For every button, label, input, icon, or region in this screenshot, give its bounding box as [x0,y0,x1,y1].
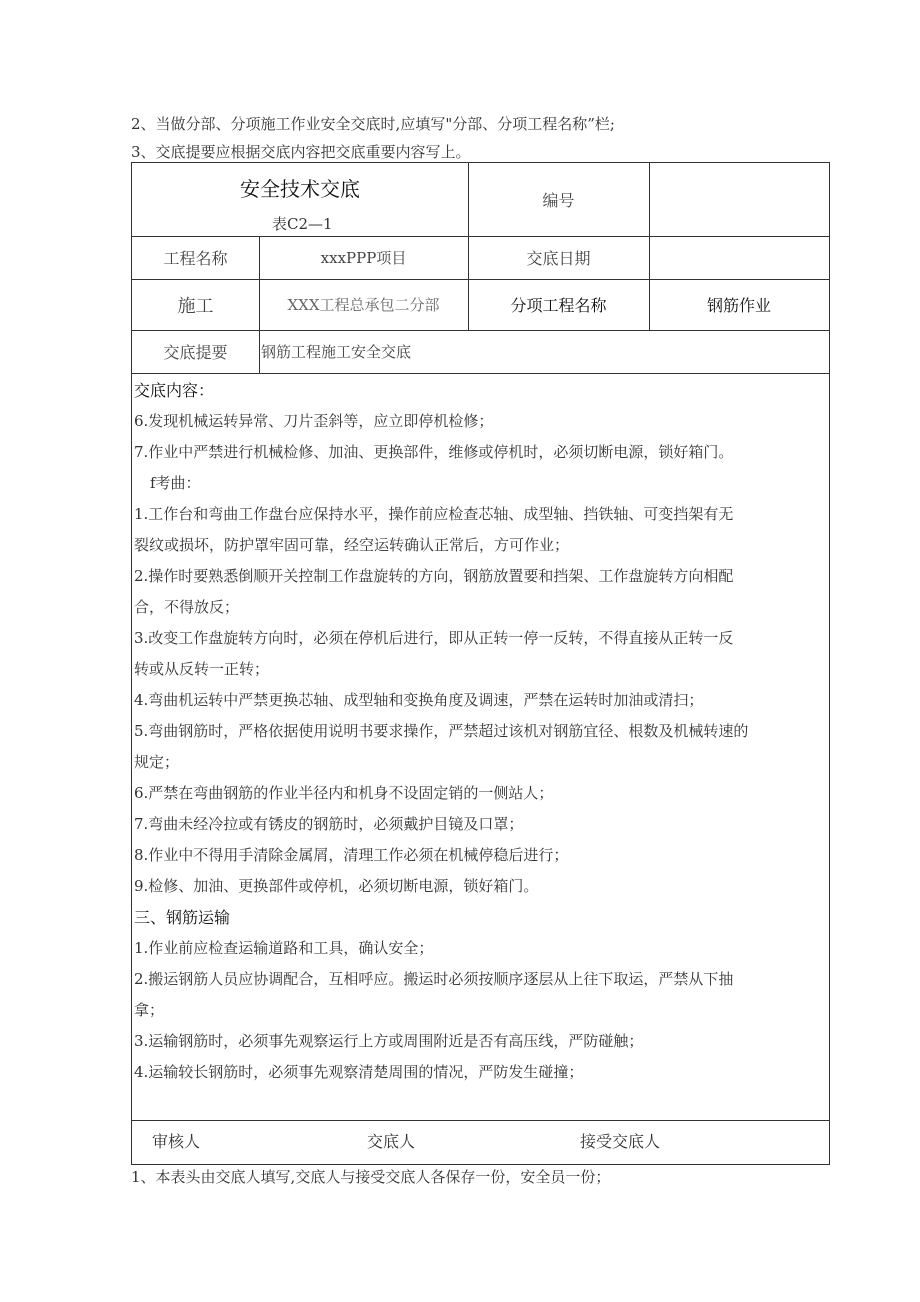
grid-divider [132,330,829,331]
grid-divider [132,373,829,374]
subitem-name-value: 钢筋作业 [706,296,771,315]
content-line: 3.运输钢筋时，必须事先观察运行上方或周围附近是否有高压线，严防碰触； [134,1032,644,1050]
content-line: 8.作业中不得用手清除金属屑，清理工作必须在机械停稳后进行； [134,846,569,864]
note-line-2: 2、当做分部、分项施工作业安全交底时,应填写"分部、分项工程名称”栏; [131,115,615,133]
construction-value: XXX工程总承包二分部 [287,296,440,314]
section-3-heading: 三、钢筋运输 [134,908,231,927]
subitem-name-label: 分项工程名称 [510,296,607,315]
project-name-value: xxxPPP项目 [320,249,407,267]
content-line: 1.作业前应检查运输道路和工具，确认安全； [134,939,434,957]
content-heading: 交底内容： [134,381,215,400]
content-line: 5.弯曲钢筋时，严格依据使用说明书要求操作，严禁超过该机对钢筋宜径、根数及机械转速的 [134,722,749,740]
form-title: 安全技术交底 [240,177,360,201]
grid-divider [132,279,829,280]
grid-divider [649,163,650,330]
content-line: 2.操作时要熟悉倒顺开关控制工作盘旋转的方向，钢筋放置要和挡架、工作盘旋转方向相配 [134,567,734,585]
content-line: 裂纹或损坏，防护罩牢固可靠，经空运转确认正常后，方可作业； [134,536,570,554]
grid-divider [468,163,469,330]
content-line: 4.运输较长钢筋时，必须事先观察清楚周围的情况，严防发生碰撞； [134,1063,584,1081]
reviewer-label: 审核人 [152,1132,201,1151]
grid-divider [132,236,829,237]
receiver-label: 接受交底人 [580,1132,661,1151]
number-label: 编号 [542,191,575,210]
note-line-1: 1、本表头由交底人填写,交底人与接受交底人各保存一份，安全员一份； [131,1168,611,1186]
content-line: 4.弯曲机运转中严禁更换芯轴、成型轴和变换角度及调速，严禁在运转时加油或清扫； [134,691,704,709]
form-code: 表C2—1 [272,215,333,233]
summary-value: 钢筋工程施工安全交底 [261,343,412,361]
number-value [649,163,829,236]
grid-divider [132,1120,829,1121]
discloser-label: 交底人 [367,1132,416,1151]
content-line: 规定； [134,753,180,771]
content-line: 6.发现机械运转异常、刀片歪斜等，应立即停机检修； [134,412,494,430]
safety-disclosure-form [131,162,830,1165]
content-line: 转或从反转一正转； [134,660,270,678]
subsection-heading: f考曲： [150,474,201,492]
disclosure-date-value [649,236,829,279]
content-line: 1.工作台和弯曲工作盘台应保持水平，操作前应检查芯轴、成型轴、挡铁轴、可变挡架有无 [134,505,734,523]
content-line: 9.检修、加油、更换部件或停机，必须切断电源，锁好箱门。 [134,877,539,895]
content-line: 7.作业中严禁进行机械检修、加油、更换部件，维修或停机时，必须切断电源，锁好箱门。 [134,443,734,461]
content-line: 2.搬运钢筋人员应协调配合，互相呼应。搬运时必须按顺序逐层从上往下取运，严禁从下抽 [134,970,734,988]
disclosure-content [134,375,829,1088]
project-name-label: 工程名称 [163,249,228,268]
content-line: 合，不得放反； [134,598,240,616]
content-line: 7.弯曲未经冷拉或有锈皮的钢筋时，必须戴护目镜及口罩； [134,815,524,833]
summary-label: 交底提要 [163,343,228,362]
content-line: 3.改变工作盘旋转方向时，必须在停机后进行，即从正转一停一反转，不得直接从正转一反 [134,629,734,647]
content-line: 拿； [134,1001,165,1019]
construction-label: 施工 [177,295,214,317]
note-line-3: 3、交底提要应根据交底内容把交底重要内容写上。 [131,143,471,161]
grid-divider [259,236,260,373]
disclosure-date-label: 交底日期 [526,249,591,268]
content-line: 6.严禁在弯曲钢筋的作业半径内和机身不设固定销的一侧站人； [134,784,554,802]
